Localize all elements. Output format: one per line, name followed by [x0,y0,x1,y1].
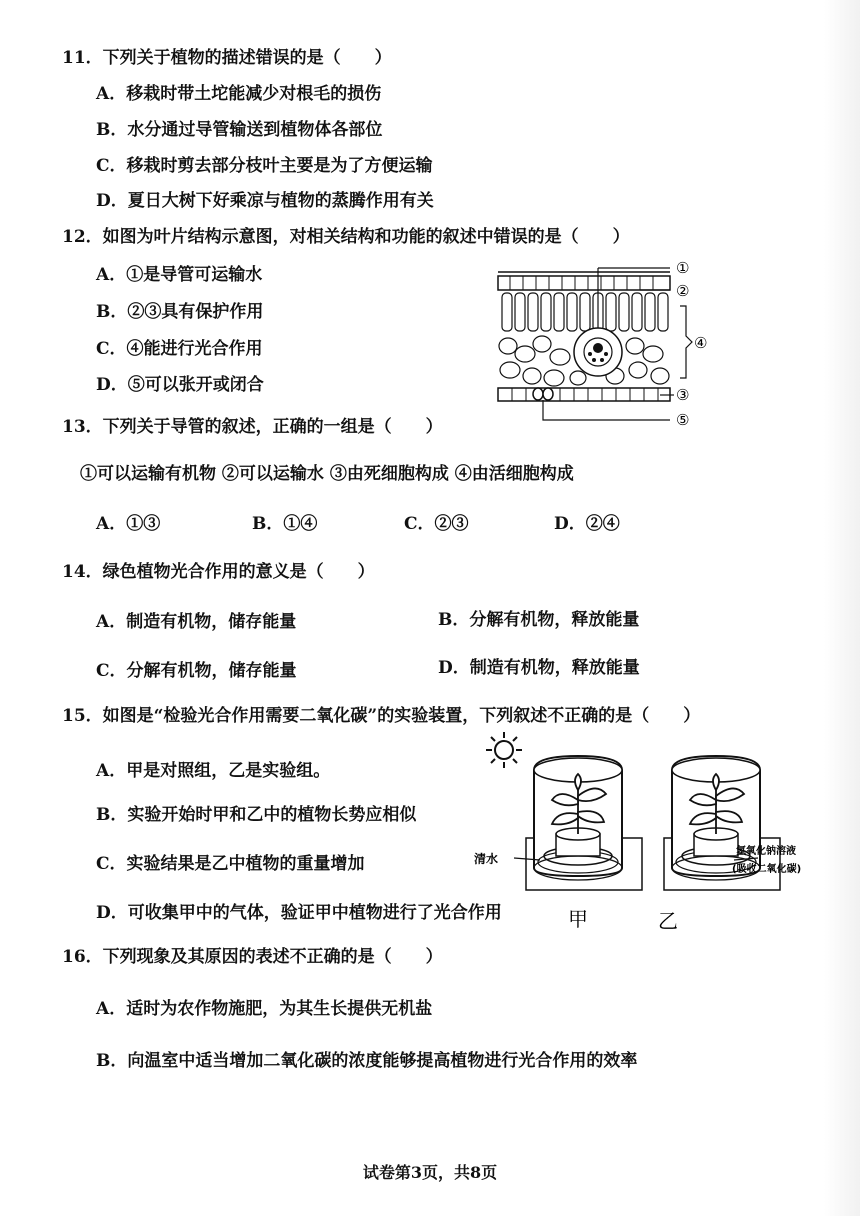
q13-option-d: D．②④ [554,514,620,534]
q15-stem: 15．如图是“检验光合作用需要二氧化碳”的实验装置，下列叙述不正确的是（ ） [62,706,701,726]
q15-option-d: D．可收集甲中的气体，验证甲中植物进行了光合作用 [96,903,502,923]
q14-option-c: C．分解有机物，储存能量 [96,661,297,681]
label-5: ⑤ [676,411,690,429]
jar-jia [526,756,642,890]
label-1: ① [676,259,690,277]
label-water: 清水 [474,852,499,866]
q13-option-a: A．①③ [96,514,161,534]
q14-option-d: D．制造有机物，释放能量 [438,658,640,678]
sun-icon [486,732,522,768]
q13-option-b: B．①④ [252,514,318,534]
q12-option-a: A．①是导管可运输水 [96,265,263,285]
q14-option-a: A．制造有机物，储存能量 [96,612,297,632]
experiment-apparatus-diagram [468,730,828,935]
q12-stem: 12．如图为叶片结构示意图，对相关结构和功能的叙述中错误的是（ ） [62,227,630,247]
q14-option-b: B．分解有机物，释放能量 [438,610,640,630]
q11-option-c: C．移栽时剪去部分枝叶主要是为了方便运输 [96,156,433,176]
q12-option-d: D．⑤可以张开或闭合 [96,375,264,395]
q12-option-c: C．④能进行光合作用 [96,339,263,359]
q11-option-b: B．水分通过导管输送到植物体各部位 [96,120,383,140]
q11-stem: 11．下列关于植物的描述错误的是（ ） [62,48,392,68]
label-4: ④ [694,334,708,352]
label-absorb-co2: (吸收二氧化碳) [732,864,802,875]
q11-option-a: A．移栽时带土坨能减少对根毛的损伤 [96,84,382,104]
label-3: ③ [676,386,690,404]
label-sodium-hydroxide: 氢氧化钠溶液 [736,846,796,857]
q16-option-a: A．适时为农作物施肥，为其生长提供无机盐 [96,999,433,1019]
leaf-structure-diagram [490,254,710,429]
q13-option-c: C．②③ [404,514,469,534]
label-yi: 乙 [658,909,678,933]
q14-stem: 14．绿色植物光合作用的意义是（ ） [62,562,375,582]
q16-option-b: B．向温室中适当增加二氧化碳的浓度能够提高植物进行光合作用的效率 [96,1051,638,1071]
q15-option-a: A．甲是对照组，乙是实验组。 [96,761,331,781]
q15-option-c: C．实验结果是乙中植物的重量增加 [96,854,365,874]
q16-stem: 16．下列现象及其原因的表述不正确的是（ ） [62,947,443,967]
label-jia: 甲 [568,907,588,931]
q11-option-d: D．夏日大树下好乘凉与植物的蒸腾作用有关 [96,191,434,211]
q12-option-b: B．②③具有保护作用 [96,302,264,322]
page-edge-shadow [824,0,860,1216]
q13-statements: ①可以运输有机物 ②可以运输水 ③由死细胞构成 ④由活细胞构成 [80,464,574,484]
page-footer: 试卷第3页，共8页 [362,1163,498,1182]
q15-option-b: B．实验开始时甲和乙中的植物长势应相似 [96,805,417,825]
q13-stem: 13．下列关于导管的叙述，正确的一组是（ ） [62,417,443,437]
label-2: ② [676,282,690,300]
